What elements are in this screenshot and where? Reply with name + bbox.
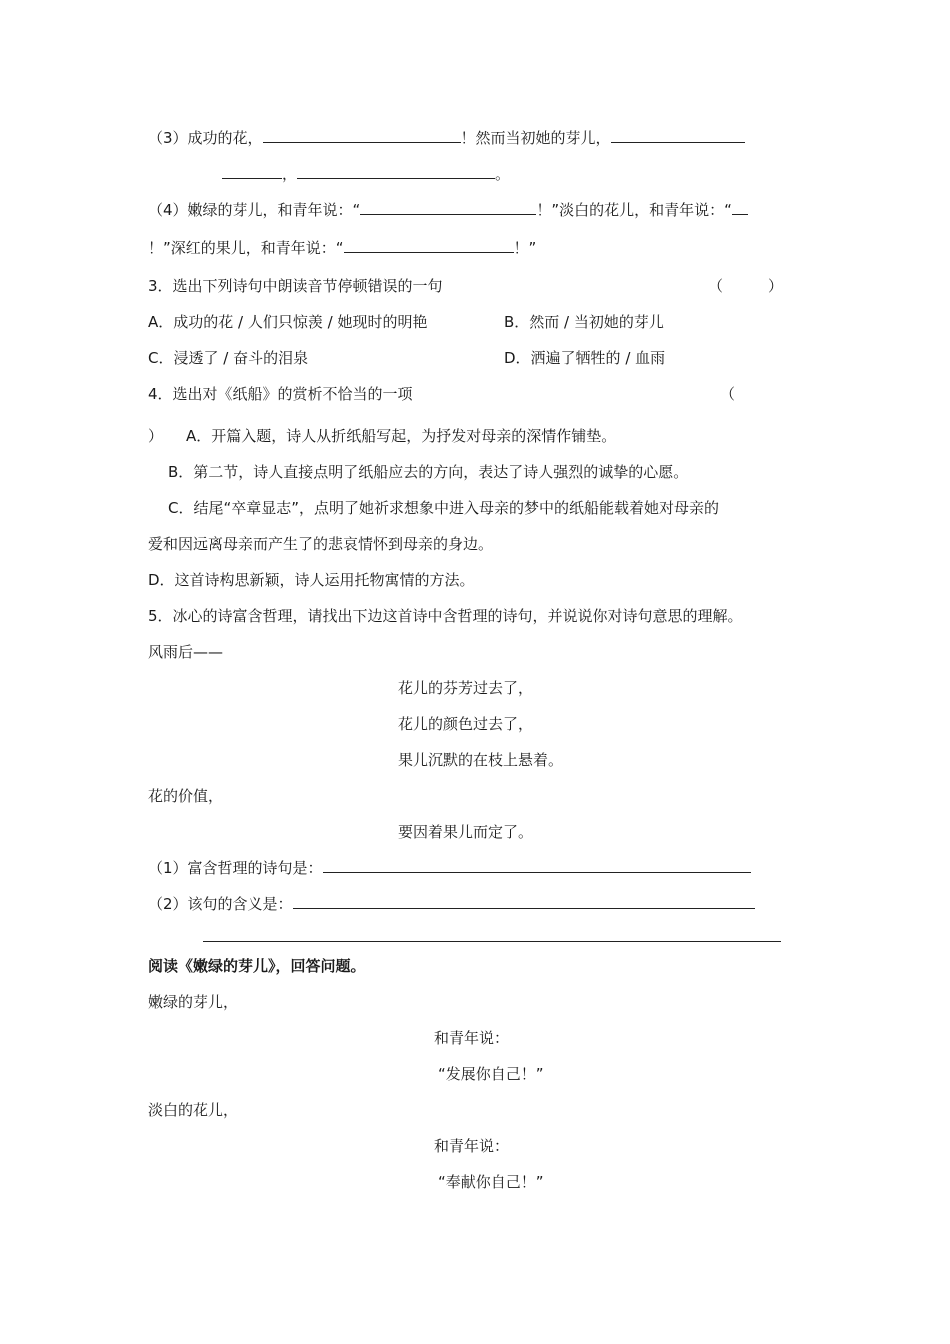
q4-option-c-cont: 爱和因远离母亲而产生了的悲哀情怀到母亲的身边。 — [148, 535, 494, 553]
q5-sub-1-blank[interactable] — [323, 858, 751, 873]
q3-option-c: C．浸透了 / 奋斗的泪泉 — [148, 349, 309, 367]
q5-sub-2-blank[interactable] — [293, 894, 755, 909]
reading-line-2: 和青年说： — [434, 1029, 510, 1047]
q2-4-blank-3[interactable] — [344, 238, 514, 253]
q5-stem: 5．冰心的诗富含哲理，请找出下边这首诗中含哲理的诗句，并说说你对诗句意思的理解。 — [148, 607, 743, 625]
q2-4-text-3: ！”深红的果儿，和青年说：“ — [148, 239, 344, 257]
q5-poem-line-6: 要因着果儿而定了。 — [398, 823, 534, 841]
q2-4-line-2 — [148, 238, 536, 258]
reading-line-5: 和青年说： — [434, 1137, 510, 1155]
q2-4-text-1: （4）嫩绿的芽儿，和青年说：“ — [148, 201, 361, 219]
q2-4-text-2: ！”淡白的花儿，和青年说：“ — [536, 201, 732, 219]
q2-3-blank-2[interactable] — [611, 128, 745, 143]
reading-line-6: “奉献你自己！” — [438, 1173, 544, 1191]
reading-line-1: 嫩绿的芽儿， — [148, 993, 239, 1011]
q5-poem-line-3: 花儿的颜色过去了， — [398, 715, 534, 733]
q5-poem-line-1: 风雨后—— — [148, 643, 224, 661]
q2-3-line-2 — [222, 164, 510, 184]
q4-option-c: C．结尾“卒章显志”，点明了她祈求想象中进入母亲的梦中的纸船能载着她对母亲的 — [168, 499, 720, 517]
q2-3-text-2: ！然而当初她的芽儿， — [460, 129, 611, 147]
reading-title: 阅读《嫩绿的芽儿》，回答问题。 — [148, 957, 366, 975]
q5-answer-line[interactable] — [203, 941, 781, 942]
q5-poem-line-2: 花儿的芬芳过去了， — [398, 679, 534, 697]
q2-4-blank-2[interactable] — [732, 200, 748, 215]
q2-4-blank-1[interactable] — [360, 200, 536, 215]
q5-sub-1 — [148, 858, 751, 878]
q4-option-a: A．开篇入题，诗人从折纸船写起，为抒发对母亲的深情作铺垫。 — [186, 427, 617, 445]
q5-sub-2-label: （2）该句的含义是： — [148, 895, 293, 913]
q2-3-blank-4[interactable] — [297, 164, 495, 179]
q2-3-text-4: 。 — [495, 165, 511, 183]
q3-option-b: B．然而 / 当初她的芽儿 — [504, 313, 664, 331]
q2-4-line-1 — [148, 200, 748, 220]
q5-poem-line-5: 花的价值， — [148, 787, 224, 805]
q4-option-b: B．第二节，诗人直接点明了纸船应去的方向，表达了诗人强烈的诚挚的心愿。 — [168, 463, 689, 481]
q4-option-d: D．这首诗构思新颖，诗人运用托物寓情的方法。 — [148, 571, 475, 589]
q3-option-a: A．成功的花 / 人们只惊羡 / 她现时的明艳 — [148, 313, 428, 331]
q4-bracket-open: （ — [720, 385, 736, 403]
q2-3-line-1 — [148, 128, 745, 148]
q3-option-d: D．洒遍了牺牲的 / 血雨 — [504, 349, 666, 367]
q4-stem: 4．选出对《纸船》的赏析不恰当的一项 — [148, 385, 413, 403]
q2-4-text-4: ！” — [513, 239, 537, 257]
q2-3-text-3: ， — [282, 165, 298, 183]
q4-bracket-close: ） — [148, 427, 164, 445]
q5-poem-line-4: 果儿沉默的在枝上悬着。 — [398, 751, 564, 769]
q2-3-text-1: （3）成功的花， — [148, 129, 263, 147]
q2-3-blank-1[interactable] — [263, 128, 461, 143]
q2-3-blank-3[interactable] — [222, 164, 282, 179]
reading-line-3: “发展你自己！” — [438, 1065, 544, 1083]
reading-line-4: 淡白的花儿， — [148, 1101, 239, 1119]
q5-sub-2 — [148, 894, 755, 914]
q3-stem: 3．选出下列诗句中朗读音节停顿错误的一句 — [148, 277, 443, 295]
q3-answer-bracket[interactable]: （ ） — [708, 277, 784, 295]
q5-sub-1-label: （1）富含哲理的诗句是： — [148, 859, 323, 877]
